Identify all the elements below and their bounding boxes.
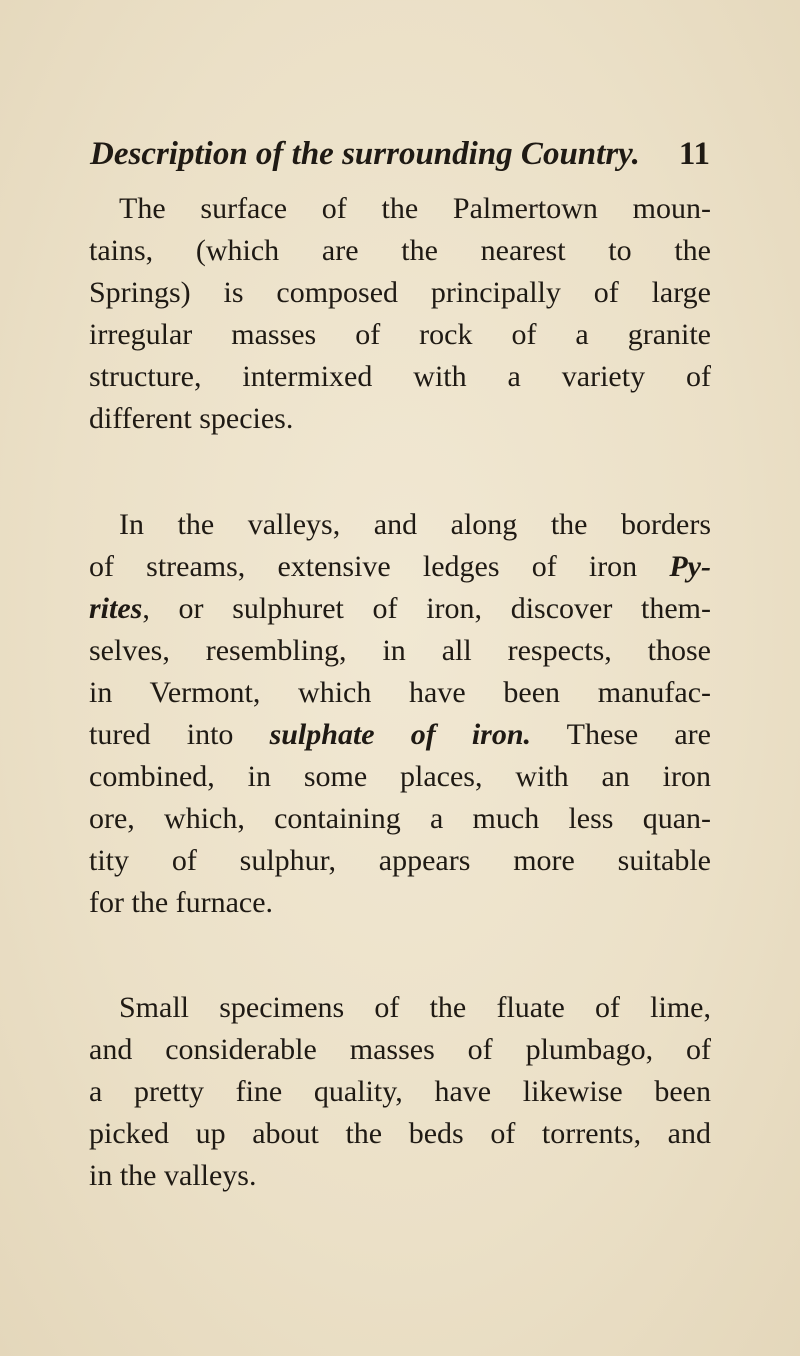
italic-term: Py-: [669, 550, 711, 583]
text-line: [89, 840, 711, 882]
text-line: picked up about the beds of torrents, and: [89, 1117, 711, 1150]
text-line: [89, 504, 711, 546]
paragraph-2: [89, 504, 711, 924]
text-run: in Vermont, which have been manufac-: [89, 676, 711, 709]
text-line: tains, (which are the nearest to the: [89, 234, 711, 267]
text-line: [89, 588, 711, 630]
page-header: [90, 130, 710, 178]
text-line: Springs) is composed principally of large: [89, 276, 711, 309]
text-line: and considerable masses of plumbago, of: [89, 1033, 711, 1066]
text-run: for the furnace.: [89, 886, 274, 919]
text-run: tured into: [89, 718, 270, 751]
running-title: Description of the surrounding Country.: [90, 136, 640, 172]
text-line: irregular masses of rock of a granite: [89, 318, 711, 351]
text-line: [89, 546, 711, 588]
text-line: Small specimens of the fluate of lime,: [119, 991, 711, 1024]
page-number: 11: [678, 136, 710, 172]
text-run: , or sulphuret of iron, discover them-: [142, 592, 711, 625]
paragraph-3: [89, 987, 711, 1197]
paragraph-1: [89, 188, 711, 440]
paragraph-gap: [89, 924, 711, 987]
text-line: different species.: [89, 402, 294, 435]
text-line: [89, 756, 711, 798]
text-line: structure, intermixed with a variety of: [89, 360, 711, 393]
text-run: combined, in some places, with an iron: [89, 760, 711, 793]
text-line: [89, 798, 711, 840]
text-run: selves, resembling, in all respects, those: [89, 634, 711, 667]
text-line: The surface of the Palmertown moun-: [119, 192, 711, 225]
italic-term: rites: [89, 592, 143, 625]
italic-term: sulphate of iron.: [269, 718, 532, 751]
text-run: These are: [531, 718, 711, 751]
text-line: in the valleys.: [89, 1159, 257, 1192]
text-line: [89, 630, 711, 672]
text-line: [89, 714, 711, 756]
text-line: a pretty fine quality, have likewise been: [89, 1075, 711, 1108]
text-line: [89, 882, 711, 924]
text-run: tity of sulphur, appears more suitable: [89, 844, 711, 877]
text-line: [89, 672, 711, 714]
text-run: of streams, extensive ledges of iron: [89, 550, 670, 583]
text-run: ore, which, containing a much less quan-: [89, 802, 711, 835]
body-text: [89, 188, 711, 1197]
paragraph-gap: [89, 440, 711, 504]
text-run: In the valleys, and along the borders: [119, 508, 711, 541]
